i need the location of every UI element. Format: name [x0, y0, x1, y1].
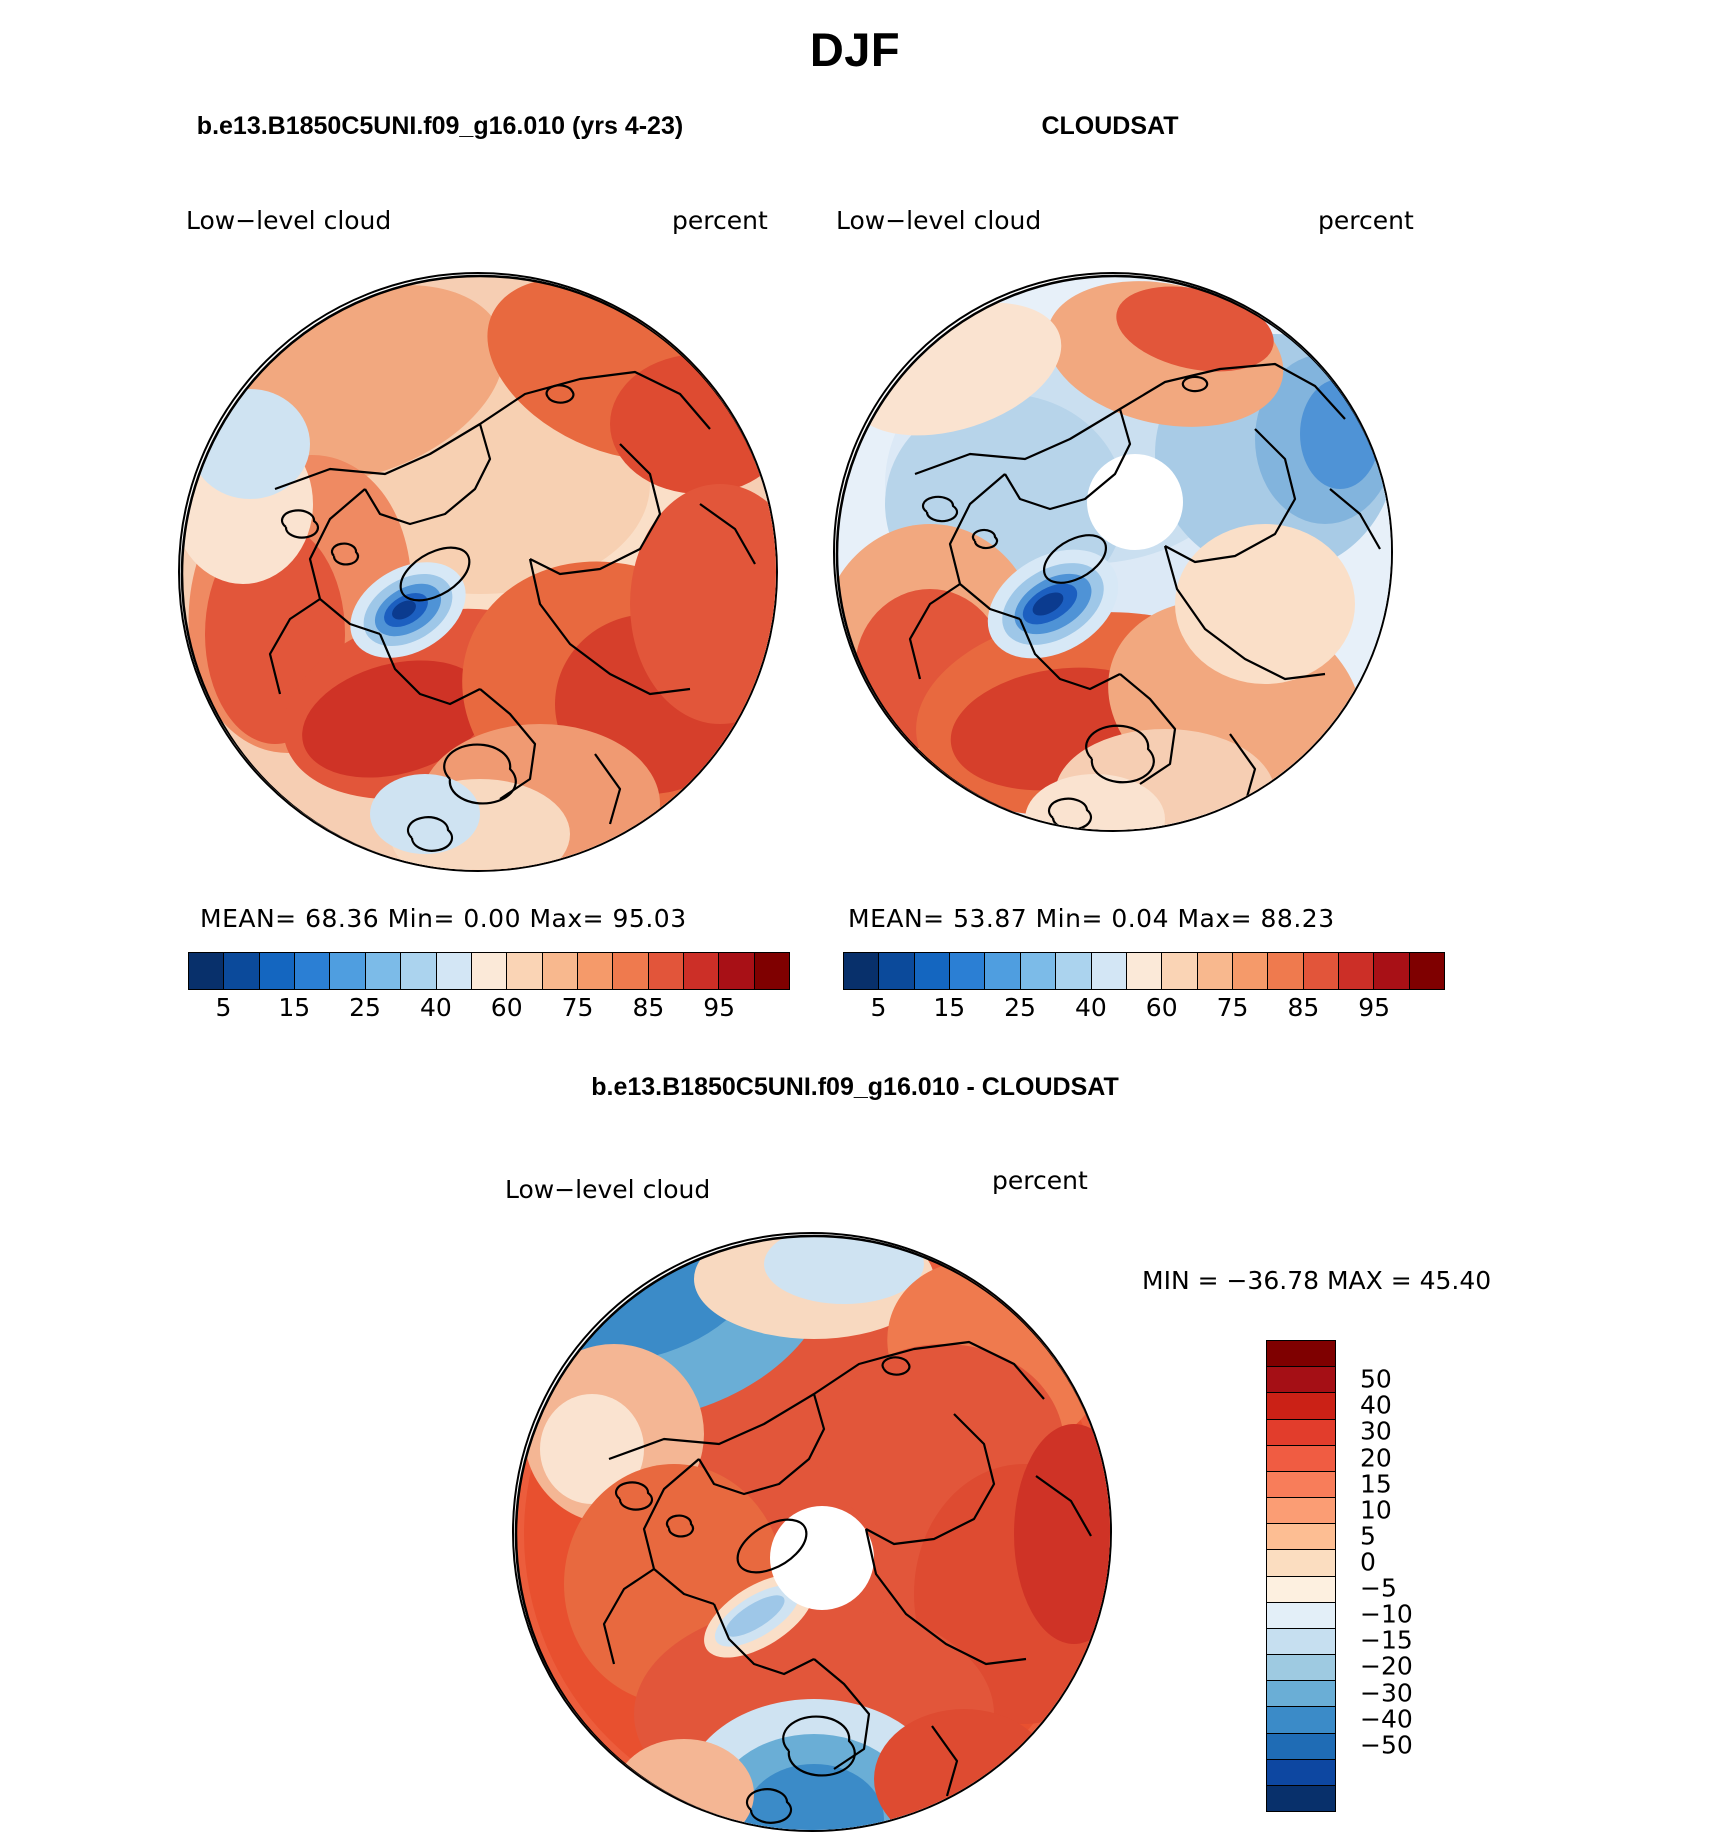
map-label-variable-obs: Low−level cloud — [836, 206, 1042, 235]
colorbar-swatch — [879, 953, 914, 989]
map-difference-svg — [514, 1234, 1112, 1832]
map-label-variable-model: Low−level cloud — [186, 206, 392, 235]
colorbar-swatch — [1127, 953, 1162, 989]
colorbar-tick-label: 60 — [1145, 993, 1178, 1022]
colorbar-swatch — [1267, 1420, 1335, 1446]
colorbar-swatch — [366, 953, 401, 989]
colorbar-tick-label: −5 — [1360, 1573, 1397, 1603]
colorbar-swatch — [950, 953, 985, 989]
colorbar-swatch — [844, 953, 879, 989]
colorbar-tick-label: 40 — [1074, 993, 1107, 1022]
stats-obs: MEAN= 53.87 Min= 0.04 Max= 88.23 — [848, 904, 1335, 933]
colorbar-swatch — [1267, 1734, 1335, 1760]
colorbar-swatch — [1267, 1498, 1335, 1524]
colorbar-swatch — [1268, 953, 1303, 989]
colorbar-swatch — [1267, 1393, 1335, 1419]
map-label-variable-difference: Low−level cloud — [505, 1175, 711, 1204]
colorbar-swatch — [1267, 1629, 1335, 1655]
colorbar-tick-label: 20 — [1360, 1443, 1392, 1472]
colorbar-swatch — [1198, 953, 1233, 989]
colorbar-swatch — [1267, 1577, 1335, 1603]
colorbar-swatch — [472, 953, 507, 989]
colorbar-swatch — [613, 953, 648, 989]
colorbar-tick-label: 95 — [1358, 993, 1391, 1022]
colorbar-tick-label: 75 — [561, 993, 594, 1022]
minmax-difference: MIN = −36.78 MAX = 45.40 — [1142, 1266, 1492, 1295]
colorbar-swatch — [649, 953, 684, 989]
colorbar-swatch — [578, 953, 613, 989]
map-obs-low-level-cloud — [833, 272, 1393, 832]
stats-model: MEAN= 68.36 Min= 0.00 Max= 95.03 — [200, 904, 687, 933]
colorbar-tick-label: 0 — [1360, 1547, 1376, 1577]
colorbar-tick-label: 25 — [1004, 993, 1036, 1022]
colorbar-tick-label: 75 — [1216, 993, 1249, 1022]
map-label-units-model: percent — [672, 206, 768, 235]
colorbar-tick-label: 15 — [933, 993, 966, 1022]
colorbar-swatch — [755, 953, 789, 989]
colorbar-swatch — [1092, 953, 1127, 989]
colorbar-swatch — [1267, 1550, 1335, 1576]
colorbar-swatch — [719, 953, 754, 989]
colorbar-swatch — [1267, 1681, 1335, 1707]
colorbar-swatch — [401, 953, 436, 989]
colorbar-swatch — [1233, 953, 1268, 989]
colorbar-tick-label: −40 — [1360, 1704, 1413, 1734]
colorbar-swatch — [1267, 1603, 1335, 1629]
colorbar-swatch — [1267, 1446, 1335, 1472]
colorbar-tick-label: 30 — [1360, 1416, 1392, 1446]
map-difference-low-level-cloud — [512, 1232, 1112, 1832]
colorbar-tick-label: 5 — [870, 993, 887, 1022]
colorbar-swatch — [1056, 953, 1091, 989]
colorbar-model-ticklabels — [188, 993, 788, 1023]
colorbar-swatch — [189, 953, 224, 989]
map-model-low-level-cloud — [178, 272, 778, 872]
colorbar-swatch — [330, 953, 365, 989]
colorbar-obs — [843, 952, 1445, 990]
colorbar-swatch — [1267, 1472, 1335, 1498]
colorbar-swatch — [1267, 1786, 1335, 1811]
colorbar-swatch — [915, 953, 950, 989]
map-model-svg — [180, 274, 778, 872]
colorbar-swatch — [1304, 953, 1339, 989]
colorbar-swatch — [1410, 953, 1444, 989]
colorbar-swatch — [1267, 1707, 1335, 1733]
colorbar-difference-ticklabels — [1360, 1340, 1480, 1810]
colorbar-difference — [1266, 1340, 1336, 1812]
colorbar-swatch — [1267, 1367, 1335, 1393]
colorbar-tick-label: 85 — [1287, 993, 1320, 1022]
colorbar-swatch — [684, 953, 719, 989]
colorbar-swatch — [1021, 953, 1056, 989]
colorbar-swatch — [1267, 1655, 1335, 1681]
colorbar-tick-label: 5 — [1360, 1521, 1376, 1551]
panel-title-obs: CLOUDSAT — [1041, 112, 1179, 140]
map-obs-svg — [835, 274, 1393, 832]
colorbar-swatch — [507, 953, 542, 989]
colorbar-tick-label: 5 — [215, 993, 232, 1022]
map-label-units-difference: percent — [992, 1166, 1088, 1195]
colorbar-model — [188, 952, 790, 990]
colorbar-swatch — [985, 953, 1020, 989]
colorbar-tick-label: −15 — [1360, 1625, 1413, 1655]
colorbar-obs-ticklabels — [843, 993, 1443, 1023]
colorbar-tick-label: −20 — [1360, 1651, 1413, 1681]
colorbar-swatch — [1267, 1341, 1335, 1367]
colorbar-tick-label: 40 — [1360, 1390, 1392, 1420]
colorbar-tick-label: −10 — [1360, 1599, 1413, 1629]
colorbar-swatch — [543, 953, 578, 989]
page-title: DJF — [809, 23, 901, 76]
colorbar-swatch — [1267, 1760, 1335, 1786]
colorbar-tick-label: 15 — [278, 993, 311, 1022]
colorbar-swatch — [1374, 953, 1409, 989]
colorbar-tick-label: 85 — [632, 993, 665, 1022]
colorbar-swatch — [1162, 953, 1197, 989]
colorbar-tick-label: 40 — [419, 993, 452, 1022]
colorbar-swatch — [260, 953, 295, 989]
colorbar-tick-label: 25 — [349, 993, 381, 1022]
colorbar-tick-label: 50 — [1360, 1364, 1392, 1394]
map-label-units-obs: percent — [1318, 206, 1414, 235]
colorbar-swatch — [295, 953, 330, 989]
colorbar-tick-label: −50 — [1360, 1730, 1413, 1760]
panel-title-difference: b.e13.B1850C5UNI.f09_g16.010 - CLOUDSAT — [591, 1073, 1119, 1101]
colorbar-swatch — [224, 953, 259, 989]
panel-title-model: b.e13.B1850C5UNI.f09_g16.010 (yrs 4-23) — [196, 112, 684, 140]
colorbar-tick-label: 95 — [703, 993, 736, 1022]
colorbar-swatch — [1339, 953, 1374, 989]
colorbar-tick-label: 15 — [1360, 1469, 1392, 1499]
colorbar-swatch — [1267, 1524, 1335, 1550]
colorbar-tick-label: 10 — [1360, 1495, 1392, 1525]
colorbar-tick-label: 60 — [490, 993, 523, 1022]
colorbar-tick-label: −30 — [1360, 1678, 1413, 1707]
colorbar-swatch — [437, 953, 472, 989]
